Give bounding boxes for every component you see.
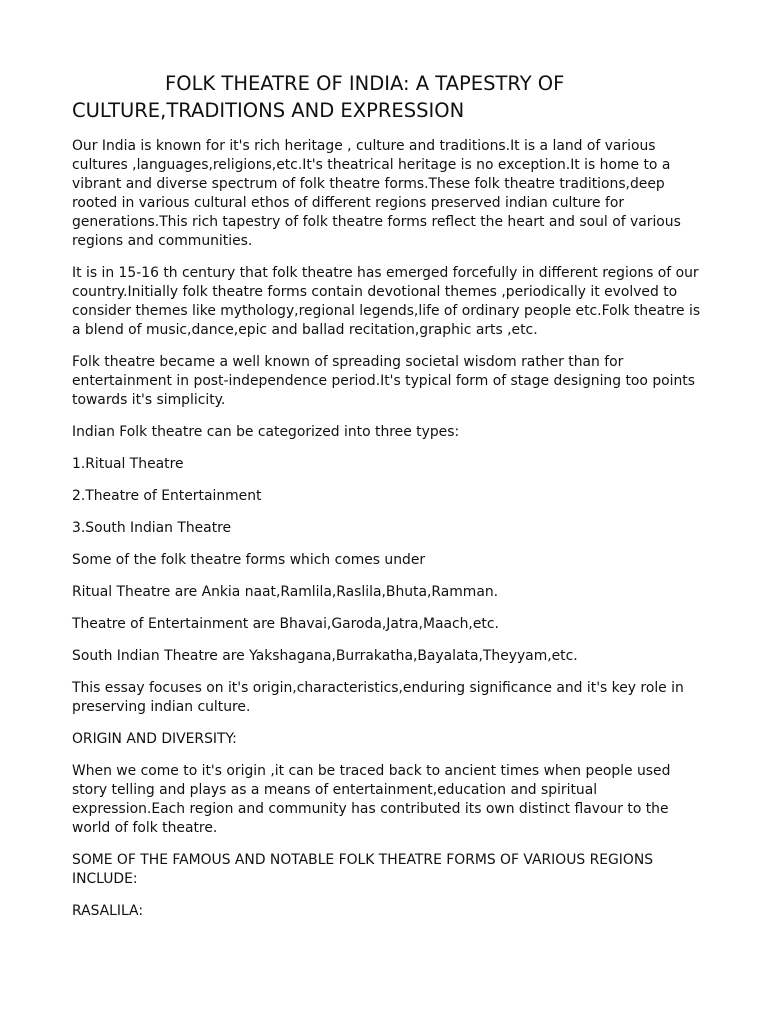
list-item-south-indian-theatre: 3.South Indian Theatre bbox=[72, 520, 232, 536]
paragraph-intro: Our India is known for it's rich heritage , culture and traditions.It is a land of various cultures ,languages,religions,etc.It's theatrical heritage is no exception.It is home to a vibrant and diverse spectrum of folk theatre forms.These folk theatre traditions,deep rooted in various cultural ethos of different regions preserved indian culture for generations.This rich tapestry of folk theatre forms reflect the heart and soul of various regions and communities. bbox=[72, 138, 681, 249]
paragraph-categories-intro: Indian Folk theatre can be categorized into three types: bbox=[72, 424, 460, 440]
list-item-theatre-of-entertainment: 2.Theatre of Entertainment bbox=[72, 488, 262, 504]
paragraph-forms-intro: Some of the folk theatre forms which comes under bbox=[72, 552, 426, 568]
paragraph-history: It is in 15-16 th century that folk theatre has emerged forcefully in different regions of our country.Initially folk theatre forms contain devotional themes ,periodically it evolved to consider themes like mythology,regional legends,life of ordinary people etc.Folk theatre is a blend of music,dance,epic and ballad recitation,graphic arts ,etc. bbox=[72, 265, 701, 338]
paragraph-post-independence: Folk theatre became a well known of spreading societal wisdom rather than for entertainment in post-independence period.It's typical form of stage designing too points towards it's simplicity. bbox=[72, 354, 695, 408]
paragraph-origin: When we come to it's origin ,it can be traced back to ancient times when people used story telling and plays as a means of entertainment,education and spiritual expression.Each region and community has contributed its own distinct flavour to the world of folk theatre. bbox=[72, 763, 671, 836]
document-title: FOLK THEATRE OF INDIA: A TAPESTRY OF CULTURE,TRADITIONS AND EXPRESSION bbox=[72, 72, 565, 122]
section-heading-notable-forms: SOME OF THE FAMOUS AND NOTABLE FOLK THEATRE FORMS OF VARIOUS REGIONS INCLUDE: bbox=[72, 852, 654, 887]
paragraph-essay-focus: This essay focuses on it's origin,characteristics,enduring significance and it's key role in preserving indian culture. bbox=[72, 680, 684, 715]
paragraph-south-indian-forms: South Indian Theatre are Yakshagana,Burrakatha,Bayalata,Theyyam,etc. bbox=[72, 648, 578, 664]
list-item-ritual-theatre: 1.Ritual Theatre bbox=[72, 456, 184, 472]
paragraph-ritual-forms: Ritual Theatre are Ankia naat,Ramlila,Raslila,Bhuta,Ramman. bbox=[72, 584, 499, 600]
paragraph-entertainment-forms: Theatre of Entertainment are Bhavai,Garoda,Jatra,Maach,etc. bbox=[72, 616, 499, 632]
section-heading-origin: ORIGIN AND DIVERSITY: bbox=[72, 731, 237, 747]
section-heading-rasalila: RASALILA: bbox=[72, 903, 143, 919]
